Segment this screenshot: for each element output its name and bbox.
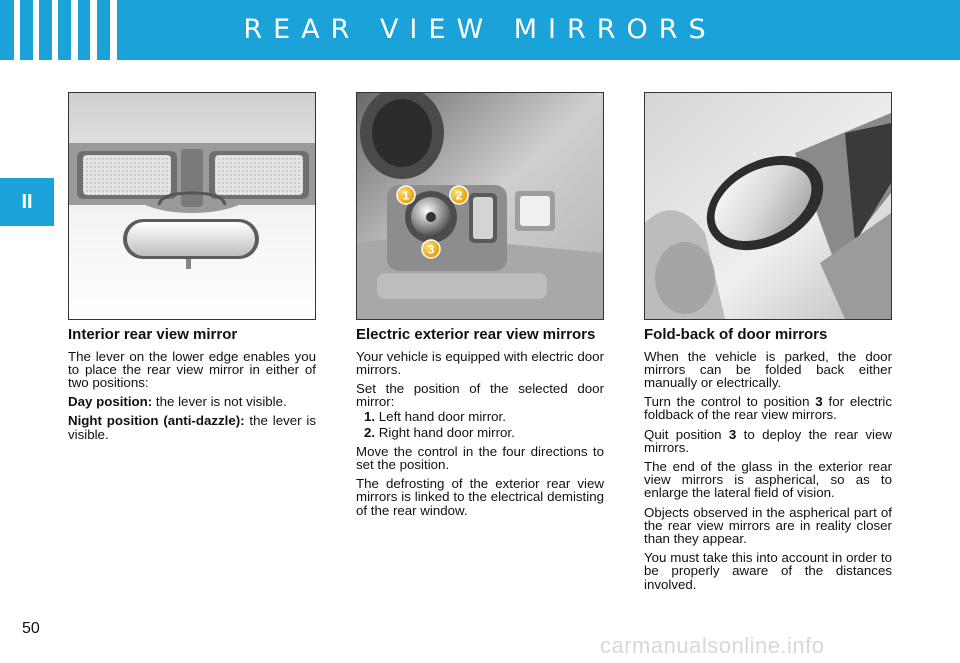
- paragraph: Move the control in the four directions to set the position.: [356, 443, 604, 472]
- section-heading: Interior rear view mirror: [68, 326, 238, 343]
- position-number: 3: [728, 426, 737, 442]
- svg-text:1: 1: [402, 188, 410, 203]
- paragraph: Your vehicle is equipped with electric door mirrors.: [356, 348, 604, 377]
- paragraph: When the vehicle is parked, the door mirrors can be folded back either manually or electrically.: [644, 348, 892, 390]
- mirror-control-illustration: [357, 93, 603, 319]
- paragraph: Set the position of the selected door mirror:: [356, 380, 604, 410]
- paragraph: The defrosting of the exterior rear view mirrors is linked to the electrical demisting of the rear window.: [356, 476, 604, 518]
- paragraph: The lever on the lower edge enables you to place the rear view mirror in either of two positions:: [68, 348, 316, 390]
- section-heading: Fold-back of door mirrors: [644, 326, 828, 343]
- section-heading: Electric exterior rear view mirrors: [356, 326, 596, 343]
- foldback-section: [644, 327, 892, 597]
- text: Quit position: [644, 426, 729, 442]
- list-item: [364, 426, 604, 439]
- paragraph: [644, 428, 892, 454]
- text: Turn the control to position: [644, 394, 816, 410]
- chapter-tab[interactable]: [0, 178, 54, 226]
- header-stripe: [33, 0, 39, 60]
- interior-mirror-photo: [68, 92, 316, 320]
- paragraph: [644, 395, 892, 421]
- paragraph: The end of the glass in the exterior rear view mirrors is aspherical, so as to enlarge the lateral field of vision.: [644, 458, 892, 501]
- header-stripe: [52, 0, 58, 60]
- paragraph: [68, 414, 316, 440]
- term: Night position (anti-dazzle):: [68, 413, 245, 429]
- term: Day position:: [68, 394, 153, 410]
- text: the lever is not visible.: [152, 394, 287, 410]
- header-stripe: [90, 0, 97, 60]
- header-stripe: [71, 0, 78, 60]
- callout-2: [450, 186, 468, 204]
- paragraph: You must take this into account in order to be properly aware of the distances involved.: [644, 550, 892, 592]
- interior-mirror-section: [68, 327, 316, 447]
- text: the lever is visible.: [68, 413, 316, 442]
- position-number: 3: [815, 394, 823, 410]
- header-stripe: [110, 0, 117, 60]
- electric-mirrors-section: [356, 327, 604, 523]
- watermark: carmanualsonline.info: [600, 633, 825, 658]
- header-bar: [0, 0, 960, 60]
- paragraph: Objects observed in the aspherical part of the rear view mirrors are in reality closer than they appear.: [644, 504, 892, 546]
- item-number: 2.: [364, 424, 376, 440]
- page-number: 50: [22, 620, 40, 637]
- header-stripe: [14, 0, 20, 60]
- text: Left hand door mirror.: [375, 409, 506, 425]
- text: for electric foldback of the rear view mirrors.: [644, 394, 892, 423]
- mirror-control-photo: [356, 92, 604, 320]
- callout-3: [422, 240, 440, 258]
- door-mirror-illustration: [645, 93, 891, 319]
- svg-text:3: 3: [427, 242, 435, 257]
- paragraph: [68, 395, 316, 408]
- svg-text:2: 2: [455, 188, 463, 203]
- text: Right hand door mirror.: [375, 424, 515, 440]
- page-title: REAR VIEW MIRRORS: [243, 14, 717, 45]
- chapter-tab-label: II: [21, 190, 33, 213]
- list-item: [364, 410, 604, 423]
- item-number: 1.: [364, 409, 376, 425]
- interior-mirror-illustration: [69, 93, 315, 319]
- text: to deploy the rear view mirrors.: [644, 426, 893, 455]
- door-mirror-photo: [644, 92, 892, 320]
- callout-1: [397, 186, 415, 204]
